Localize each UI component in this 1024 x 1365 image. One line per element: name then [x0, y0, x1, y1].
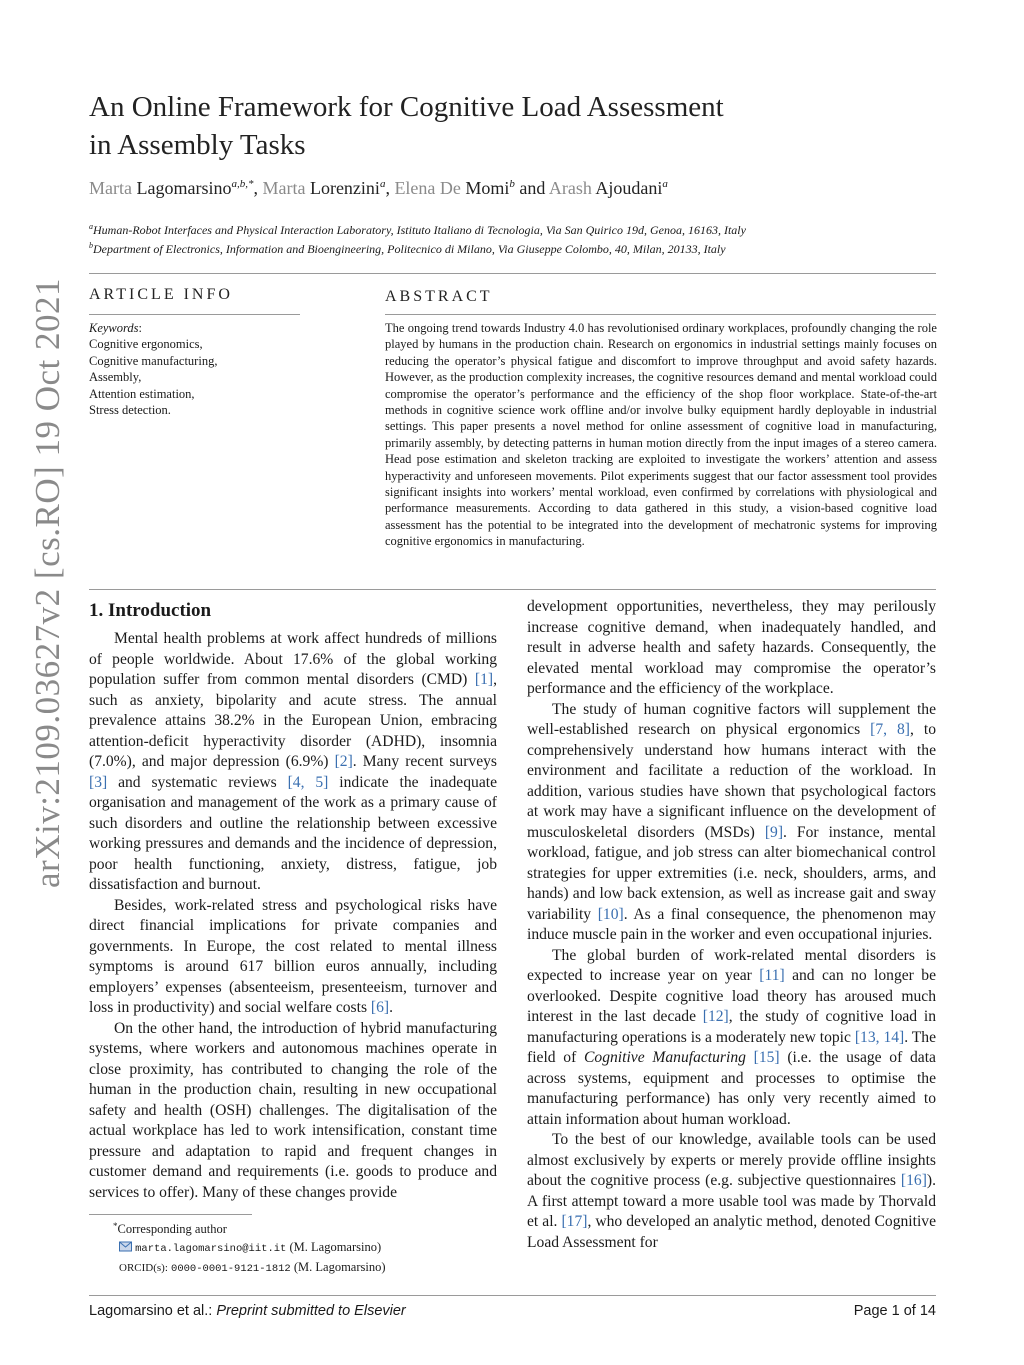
keywords-block: Keywords: Cognitive ergonomics, Cognitive manufacturing, Assembly, Attention estimation, Stress detection. — [89, 320, 299, 418]
affiliation-a — [89, 222, 949, 238]
author-given-name: Marta — [262, 178, 310, 198]
author-affiliation-mark: a — [662, 178, 668, 190]
author-separator: , — [385, 178, 395, 198]
keywords-label: Keywords — [89, 321, 139, 335]
abstract-rule — [385, 314, 936, 315]
author-affiliation-mark: b — [509, 178, 515, 190]
keyword: Cognitive ergonomics, — [89, 337, 203, 352]
abstract-bottom-rule — [89, 589, 936, 590]
emphasis: Cognitive Manufacturing — [584, 1049, 746, 1066]
title-line-2: in Assembly Tasks — [89, 129, 306, 161]
footer-rule — [89, 1295, 936, 1296]
author-separator: , — [253, 178, 263, 198]
orcid-label: ORCID(s): — [119, 1262, 168, 1274]
paragraph: Mental health problems at work affect hundreds of millions of people worldwide. About 17.6% of the global working population suffer from common mental disorders (CMD) [1], such as anxiety, bipolarity and acute stress. The annual prevalence attains 38.2% in the European Union, embracing attention-deficit hyperactivity disorder (ADHD), insomnia (7.0%), and major depression (6.9%) [2]. Many recent surveys [3] and systematic reviews [4, 5] indicate the inadequate organisation and management of the work as a primary cause of such disorders and outline the relationship between excessive working pressures and demands and the incidence of depression, poor health functioning, anxiety, distress, fatigue, job dissatisfaction and burnout. — [89, 630, 497, 893]
author-family-name: Momi — [465, 178, 510, 198]
citation-link[interactable]: [12] — [702, 1008, 729, 1025]
citation-link[interactable]: [13, 14] — [854, 1028, 905, 1046]
author — [89, 178, 262, 198]
citation-link[interactable]: [7, 8] — [870, 721, 910, 738]
citation-link[interactable]: [1] — [474, 671, 494, 688]
author-family-name: Lorenzini — [309, 178, 380, 198]
footnote-rule — [89, 1214, 252, 1215]
header-rule — [89, 273, 936, 274]
citation-link[interactable]: [16] — [900, 1172, 927, 1189]
affiliation-b — [89, 241, 949, 257]
affiliation-text: Human-Robot Interfaces and Physical Interaction Laboratory, Istituto Italiano di Tecnologia, Via San Quirico 19d, Genoa, 16163, Italy — [93, 223, 746, 237]
citation-link[interactable]: [17] — [561, 1213, 588, 1230]
paragraph: On the other hand, the introduction of hybrid manufacturing systems, where workers and autonomous machines operate in close proximity, has contributed to changing the role of the human in the production chain, resulting in new occupational safety and health (OSH) challenges. The digitalisation of the actual workplace has led to work intensification, constant time pressure and adaptation to rapid and frequent changes in customer demand and requirements (i.e. goods to produce and services to offer). Many of these changes provide — [89, 1019, 497, 1201]
author-given-name: Marta — [89, 178, 137, 198]
author — [262, 178, 394, 198]
keyword: Attention estimation, — [89, 386, 195, 401]
email-link[interactable]: marta.lagomarsino@iit.it — [135, 1243, 287, 1255]
corresponding-author-label: Corresponding author — [117, 1222, 227, 1236]
citation-link[interactable]: [4, 5] — [287, 773, 329, 791]
email-owner: (M. Lagomarsino) — [289, 1240, 382, 1254]
footer-authors: Lagomarsino et al.: — [89, 1303, 213, 1319]
author — [549, 178, 668, 198]
footnote: *Corresponding author marta.lagomarsino@iit.it (M. Lagomarsino) ORCID(s): 0000-0001-9121-1812 (M. Lagomarsino) — [113, 1221, 386, 1275]
paragraph: The study of human cognitive factors will supplement the well-established research on physical ergonomics [7, 8], to comprehensively understand how humans interact with the environment and facilitate a reduction of the workload. In addition, various studies have shown that psychological factors at work may have a significant influence on the development of musculoskeletal disorders (MSDs) [9]. For instance, mental workload, fatigue, and job stress can alter biomechanical control strategies for upper extremities (i.e. neck, shoulders, arms, and hands) and low back extension, as well as increase gait and sway variability [10]. As a final consequence, the phenomenon may induce muscle pain in the worker and even occupational injuries. — [527, 700, 936, 943]
author-affiliation-mark: a,b,* — [231, 178, 254, 190]
author-affiliation-mark: a — [379, 178, 386, 190]
section-heading-introduction: 1. Introduction — [89, 600, 212, 621]
keyword: Cognitive manufacturing, — [89, 353, 218, 368]
citation-link[interactable]: [15] — [753, 1049, 780, 1066]
right-column — [527, 597, 936, 1253]
author-family-name: Ajoudani — [595, 178, 663, 198]
author-list — [89, 178, 949, 199]
paragraph: Besides, work-related stress and psychological risks have direct financial implications for private companies and governments. In Europe, the cost related to mental illness symptoms is around 617 billion euros annually, including employers’ expenses (absenteeism, presenteeism, turnover and loss in productivity) and social welfare costs [6]. — [89, 896, 497, 1016]
footer-left — [89, 1303, 406, 1319]
paragraph: development opportunities, nevertheless, they may perilously increase cognitive demand, when inadequately handled, and result in adverse health and safety hazards. Consequently, the elevated mental workload may compromise the operator’s performance and the efficiency of the workplace. — [527, 598, 936, 697]
citation-link[interactable]: [2] — [334, 753, 353, 770]
author-separator: and — [514, 178, 549, 198]
author-given-name: Arash — [548, 178, 596, 198]
page-number: Page 1 of 14 — [853, 1303, 936, 1319]
keyword: Stress detection. — [89, 403, 171, 418]
email-icon — [119, 1240, 132, 1254]
author — [394, 178, 548, 198]
arxiv-stamp: arXiv:2109.03627v2 [cs.RO] 19 Oct 2021 — [28, 277, 67, 888]
citation-link[interactable]: [11] — [759, 967, 785, 984]
orcid-id: 0000-0001-9121-1812 — [171, 1263, 291, 1275]
keywords-list — [89, 336, 299, 418]
paper-title — [89, 88, 849, 164]
citation-link[interactable]: [10] — [597, 905, 624, 923]
article-info-rule — [89, 314, 300, 315]
left-column — [89, 629, 497, 1203]
footer-journal: Preprint submitted to Elsevier — [216, 1303, 406, 1319]
affiliation-mark: a — [89, 222, 93, 231]
author-given-name: Elena De — [394, 178, 466, 198]
abstract-heading: ABSTRACT — [385, 288, 493, 305]
affiliation-text: Department of Electronics, Information and Bioengineering, Politecnico di Milano, Via Giuseppe Colombo, 40, Milan, 20133, Italy — [93, 242, 726, 256]
citation-link[interactable]: [6] — [370, 999, 390, 1016]
affiliation-mark: b — [89, 241, 93, 250]
article-info-heading: ARTICLE INFO — [89, 286, 233, 303]
paragraph: The global burden of work-related mental disorders is expected to increase year on year [11] and can no longer be overlooked. Despite cognitive load theory has aroused much interest in the last decade [12], the study of cognitive load in manufacturing operations is a moderately new topic [13, 14]. The field of Cognitive Manufacturing [15] (i.e. the usage of data across systems, equipment and processes to optimise the manufacturing performance) has only very recently aimed to attain information about human workload. — [527, 946, 937, 1128]
title-line-1: An Online Framework for Cognitive Load Assessment — [89, 91, 724, 123]
abstract-text: The ongoing trend towards Industry 4.0 has revolutionised ordinary workplaces, profoundly changing the role played by humans in the production chain. Research on ergonomics in industrial settings mainly focuses on reducing the operator’s physical fatigue and discomfort to improve throughput and avoid safety hazards. However, as the production complexity increases, the cognitive resources demand and mental workload could compromise the operator’s performance and the efficiency of the shop floor workplace. State-of-the-art methods in cognitive science work offline and/or involve bulky equipment hardly deployable in industrial settings. This paper presents a novel method for online assessment of cognitive load in manufacturing, primarily assembly, by detecting patterns in human motion directly from the input images of a stereo camera. Head pose estimation and skeleton tracking are exploited to investigate the workers’ attention and assess hyperactivity and unforeseen movements. Pilot experiments suggest that our factor assessment tool provides significant insights into workers’ mental workload, even confirmed by correlations with physiological and performance measurements. According to data gathered in this study, a vision-based cognitive load assessment has the potential to be integrated into the development of mechatronic systems for improving cognitive ergonomics in manufacturing. — [385, 321, 937, 549]
author-family-name: Lagomarsino — [136, 178, 232, 198]
keyword: Assembly, — [89, 370, 142, 385]
paragraph: To the best of our knowledge, available tools can be used almost exclusively by experts or merely provide offline insights about the cognitive process (e.g. subjective questionnaires [16]). A first attempt toward a more usable tool was made by Thorvald et al. [17], who developed an analytic method, denoted Cognitive Load Assessment for — [527, 1131, 937, 1251]
citation-link[interactable]: [9] — [764, 823, 784, 841]
citation-link[interactable]: [3] — [89, 773, 108, 791]
orcid-owner: (M. Lagomarsino) — [293, 1260, 386, 1274]
